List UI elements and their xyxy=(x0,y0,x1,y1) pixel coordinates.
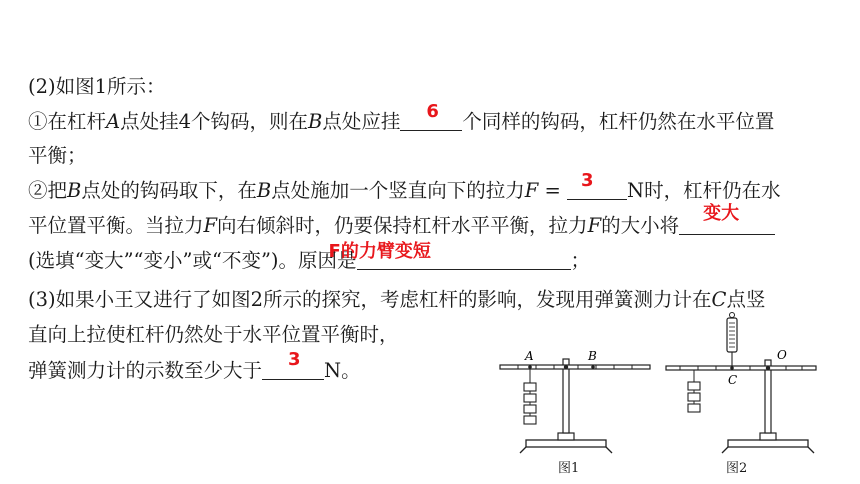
answer-2: 3 xyxy=(581,170,594,191)
fig1-lever-bar xyxy=(500,365,650,369)
fig1-label-b: B xyxy=(588,349,597,363)
answer-4: F的力臂变短 xyxy=(328,241,431,262)
fig2-spring-scale xyxy=(727,313,737,367)
answer-blank-1[interactable] xyxy=(400,101,462,131)
question-1-line-1: ①在杠杆A点处挂4个钩码，则在B点处应挂 6 个同样的钩码，杠杆仍然在水平位置 xyxy=(28,101,775,133)
answer-blank-3[interactable] xyxy=(679,203,775,235)
answer-3: 变大 xyxy=(703,203,740,224)
part3-line-3: 弹簧测力计的示数至少大于 3 N。 xyxy=(28,349,361,382)
answer-blank-2[interactable] xyxy=(567,170,627,200)
answer-blank-4[interactable] xyxy=(328,241,571,270)
figure-2-lever xyxy=(660,312,830,458)
fig2-lever-bar xyxy=(666,366,816,370)
figure-2-caption: 图2 xyxy=(726,461,748,476)
fig1-pole xyxy=(563,359,569,433)
part2-heading: (2)如图1所示： xyxy=(28,75,166,98)
fig1-label-a: A xyxy=(525,349,534,363)
answer-blank-5[interactable] xyxy=(262,349,324,380)
fig2-hook-weights xyxy=(688,382,700,412)
part3-line-2: 直向上拉使杠杆仍然处于水平位置平衡时， xyxy=(28,323,399,346)
fig1-pivot xyxy=(564,365,568,369)
question-4-line: (选填“变大”“变小”或“不变”)。原因是 F的力臂变短 ； xyxy=(28,241,591,272)
fig2-label-o: O xyxy=(777,348,787,362)
figure-1-lever xyxy=(496,345,656,457)
figure-1-caption: 图1 xyxy=(558,461,580,476)
fig2-label-c: C xyxy=(728,373,738,387)
question-1-line-2: 平衡； xyxy=(28,144,87,167)
part3-line-1: (3)如果小王又进行了如图2所示的探究，考虑杠杆的影响，发现用弹簧测力计在C点竖 xyxy=(28,288,766,311)
fig2-base xyxy=(728,440,808,447)
answer-1: 6 xyxy=(426,101,439,122)
question-3-line: 平位置平衡。当拉力F向右倾斜时，仍要保持杠杆水平平衡，拉力F的大小将 变大 xyxy=(28,211,775,241)
fig1-base xyxy=(526,440,606,447)
fig2-pivot xyxy=(766,366,770,370)
answer-5: 3 xyxy=(288,349,301,370)
fig2-pole xyxy=(765,360,771,433)
question-2-line-1: ②把B点处的钩码取下，在B点处施加一个竖直向下的拉力F = 3 N时，杠杆仍在水 xyxy=(28,170,781,202)
